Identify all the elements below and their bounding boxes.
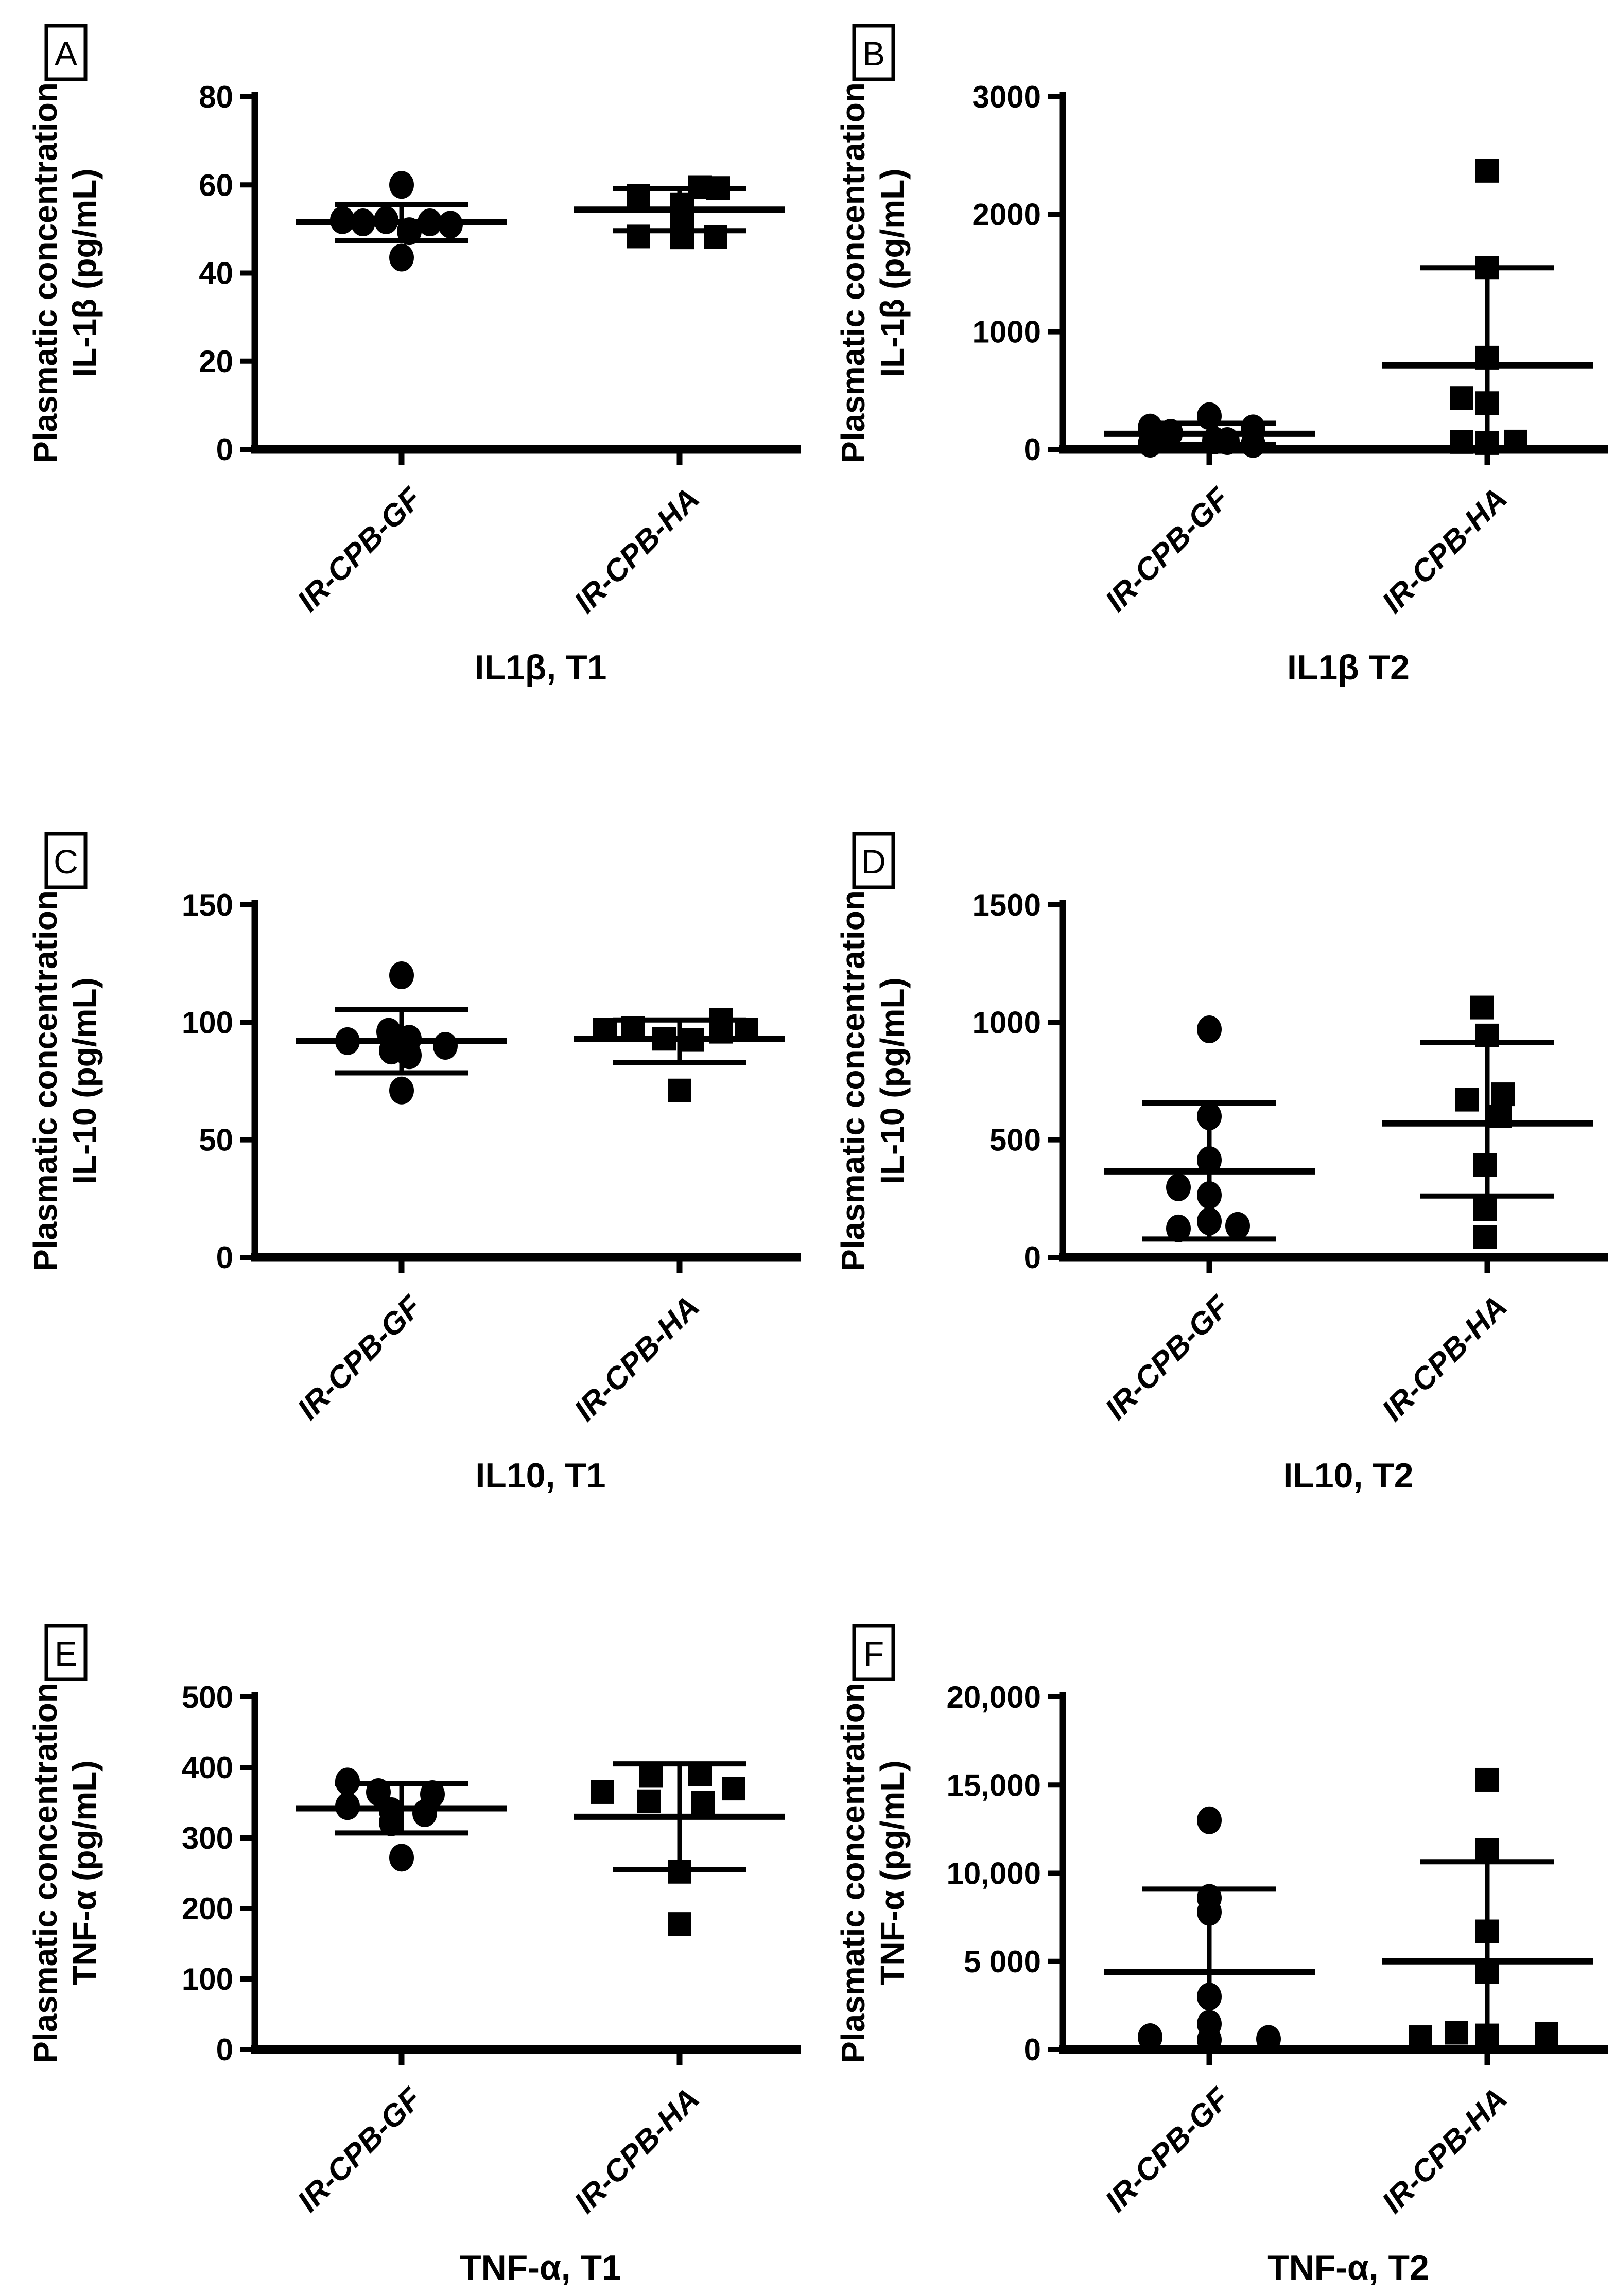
panel-title: IL10, T1 xyxy=(475,1456,606,1495)
y-tick-label: 20,000 xyxy=(946,1680,1041,1714)
data-point-circle xyxy=(351,208,375,236)
data-point-circle xyxy=(1225,1212,1250,1240)
data-point-square xyxy=(1450,430,1473,454)
chart-svg-d xyxy=(828,822,1615,1512)
y-tick-label: 200 xyxy=(181,1891,233,1926)
y-tick-label: 1000 xyxy=(972,1005,1041,1040)
data-point-square xyxy=(1409,2025,1432,2049)
data-point-square xyxy=(591,1780,614,1804)
data-point-square xyxy=(639,1764,663,1787)
y-tick-label: 5 000 xyxy=(963,1944,1041,1979)
data-point-square xyxy=(1475,1838,1499,1862)
data-point-square xyxy=(668,1912,691,1936)
y-tick-label: 0 xyxy=(216,1240,233,1275)
y-tick-label: 300 xyxy=(181,1821,233,1855)
data-point-circle xyxy=(397,1041,422,1069)
data-point-square xyxy=(668,1079,691,1102)
data-point-square xyxy=(627,224,650,248)
data-point-circle xyxy=(335,1792,360,1820)
data-point-square xyxy=(704,225,727,249)
y-tick-label: 20 xyxy=(199,344,233,379)
data-point-circle xyxy=(389,244,414,272)
y-tick-label: 100 xyxy=(181,1962,233,1996)
data-point-square xyxy=(1470,996,1494,1020)
y-tick-label: 0 xyxy=(216,2032,233,2067)
panel-title: IL10, T2 xyxy=(1283,1456,1414,1495)
y-axis-label-line2: IL-1β (pg/mL) xyxy=(874,168,911,377)
y-tick-label: 80 xyxy=(199,80,233,114)
y-axis-label-line2: IL-10 (pg/mL) xyxy=(874,977,911,1184)
y-tick-label: 500 xyxy=(181,1680,233,1714)
panel-title: TNF-α, T2 xyxy=(1267,2248,1429,2287)
y-axis-label-line1: Plasmatic concentration xyxy=(27,82,64,463)
panel-letter: C xyxy=(54,843,78,881)
data-point-square xyxy=(627,184,650,208)
data-point-square xyxy=(709,1020,733,1044)
x-group-label: IR-CPB-GF xyxy=(1098,2081,1236,2219)
x-group-label: IR-CPB-HA xyxy=(1375,2081,1514,2220)
data-point-circle xyxy=(1166,1215,1191,1242)
panel-letter: E xyxy=(54,1635,78,1673)
data-point-square xyxy=(668,1860,691,1884)
data-point-square xyxy=(1488,1105,1512,1128)
y-axis-label-line1: Plasmatic concentration xyxy=(27,1682,64,2063)
y-tick-label: 50 xyxy=(199,1123,233,1158)
data-point-circle xyxy=(433,1032,458,1060)
y-tick-label: 150 xyxy=(181,888,233,922)
data-point-circle xyxy=(412,1799,437,1827)
panel-f xyxy=(828,1615,1615,2296)
data-point-square xyxy=(1445,2021,1468,2044)
data-point-circle xyxy=(1197,1181,1222,1209)
data-point-square xyxy=(1475,431,1499,455)
x-group-label: IR-CPB-HA xyxy=(567,2081,706,2220)
data-point-square xyxy=(1475,346,1499,370)
panel-title: TNF-α, T1 xyxy=(460,2248,621,2287)
data-point-square xyxy=(1473,1153,1497,1177)
data-point-square xyxy=(593,1018,617,1041)
y-tick-label: 2000 xyxy=(972,197,1041,232)
data-point-square xyxy=(1475,1768,1499,1792)
data-point-square xyxy=(1473,1225,1497,1249)
data-point-square xyxy=(1473,1197,1497,1221)
data-point-square xyxy=(670,193,694,217)
data-point-circle xyxy=(1197,1102,1222,1130)
data-point-square xyxy=(652,1027,676,1050)
data-point-circle xyxy=(1138,430,1162,458)
panel-e xyxy=(21,1615,828,2296)
y-tick-label: 0 xyxy=(216,432,233,467)
data-point-circle xyxy=(1197,2026,1222,2054)
data-point-square xyxy=(681,1028,704,1052)
data-point-square xyxy=(735,1018,758,1041)
data-point-circle xyxy=(1197,1898,1222,1926)
data-point-circle xyxy=(1197,1015,1222,1043)
data-point-circle xyxy=(438,211,463,238)
data-point-square xyxy=(1475,256,1499,279)
data-point-square xyxy=(1535,2022,1558,2045)
panel-letter: A xyxy=(54,34,78,73)
data-point-circle xyxy=(389,1844,414,1871)
y-tick-label: 100 xyxy=(181,1005,233,1040)
data-point-circle xyxy=(1166,1173,1191,1201)
data-point-circle xyxy=(1197,1807,1222,1834)
y-tick-label: 10,000 xyxy=(946,1856,1041,1891)
data-point-square xyxy=(670,225,694,249)
data-point-square xyxy=(706,176,730,200)
data-point-square xyxy=(1475,159,1499,183)
data-point-square xyxy=(1455,1088,1479,1112)
data-point-circle xyxy=(389,171,414,199)
y-axis-label-line1: Plasmatic concentration xyxy=(835,82,872,463)
data-point-square xyxy=(722,1777,745,1800)
y-axis-label-line1: Plasmatic concentration xyxy=(835,890,872,1271)
y-axis-label-line1: Plasmatic concentration xyxy=(27,890,64,1271)
data-point-circle xyxy=(1197,402,1222,430)
panel-letter: B xyxy=(862,34,885,73)
data-point-square xyxy=(1504,430,1527,453)
y-tick-label: 0 xyxy=(1023,432,1041,467)
data-point-circle xyxy=(1138,2023,1162,2051)
panel-title: IL1β T2 xyxy=(1287,648,1410,687)
data-point-square xyxy=(1491,1082,1515,1106)
x-group-label: IR-CPB-GF xyxy=(1098,1289,1236,1427)
x-group-label: IR-CPB-GF xyxy=(290,2081,428,2219)
y-tick-label: 15,000 xyxy=(946,1768,1041,1803)
y-tick-label: 1500 xyxy=(972,888,1041,922)
panel-title: IL1β, T1 xyxy=(474,648,607,687)
data-point-circle xyxy=(1215,427,1240,455)
y-axis-label-line2: TNF-α (pg/mL) xyxy=(874,1760,911,1986)
data-point-circle xyxy=(1256,2025,1281,2053)
data-point-square xyxy=(688,1763,712,1786)
y-tick-label: 3000 xyxy=(972,80,1041,114)
x-group-label: IR-CPB-HA xyxy=(567,481,706,620)
x-group-label: IR-CPB-HA xyxy=(567,1289,706,1428)
x-group-label: IR-CPB-GF xyxy=(1098,481,1236,619)
data-point-circle xyxy=(335,1027,360,1055)
data-point-square xyxy=(637,1790,661,1813)
chart-svg-b xyxy=(828,14,1615,704)
y-tick-label: 60 xyxy=(199,168,233,203)
panel-c xyxy=(21,822,828,1512)
data-point-square xyxy=(621,1016,645,1040)
y-axis-label-line2: TNF-α (pg/mL) xyxy=(66,1760,103,1986)
x-group-label: IR-CPB-HA xyxy=(1375,1289,1514,1428)
panel-d xyxy=(828,822,1615,1512)
chart-svg-c xyxy=(21,822,828,1512)
data-point-circle xyxy=(389,1077,414,1105)
panel-b xyxy=(828,14,1615,704)
chart-svg-a xyxy=(21,14,828,704)
chart-svg-f xyxy=(828,1615,1615,2296)
y-tick-label: 40 xyxy=(199,256,233,291)
y-tick-label: 400 xyxy=(181,1750,233,1785)
data-point-circle xyxy=(1197,1207,1222,1235)
data-point-circle xyxy=(1241,430,1265,458)
data-point-circle xyxy=(1197,1983,1222,2010)
y-axis-label-line2: IL-1β (pg/mL) xyxy=(66,168,103,377)
y-tick-label: 0 xyxy=(1023,1240,1041,1275)
y-axis-label-line1: Plasmatic concentration xyxy=(835,1682,872,2063)
x-group-label: IR-CPB-GF xyxy=(290,481,428,619)
data-point-square xyxy=(691,1791,715,1815)
data-point-square xyxy=(1475,1920,1499,1943)
panel-a xyxy=(21,14,828,704)
data-point-circle xyxy=(1197,1146,1222,1174)
data-point-circle xyxy=(335,1767,360,1795)
data-point-circle xyxy=(389,961,414,989)
data-point-square xyxy=(1475,1960,1499,1984)
data-point-square xyxy=(1475,1024,1499,1047)
x-group-label: IR-CPB-GF xyxy=(290,1289,428,1427)
data-point-square xyxy=(1450,386,1473,410)
y-tick-label: 0 xyxy=(1023,2032,1041,2067)
x-group-label: IR-CPB-HA xyxy=(1375,481,1514,620)
panel-letter: F xyxy=(863,1635,884,1673)
data-point-circle xyxy=(374,206,398,234)
panel-letter: D xyxy=(861,843,886,881)
y-axis-label-line2: IL-10 (pg/mL) xyxy=(66,977,103,1184)
y-tick-label: 1000 xyxy=(972,314,1041,349)
data-point-square xyxy=(1475,391,1499,415)
data-point-square xyxy=(1475,2024,1499,2047)
y-tick-label: 500 xyxy=(989,1123,1041,1158)
chart-svg-e xyxy=(21,1615,828,2296)
data-point-circle xyxy=(379,1809,404,1836)
